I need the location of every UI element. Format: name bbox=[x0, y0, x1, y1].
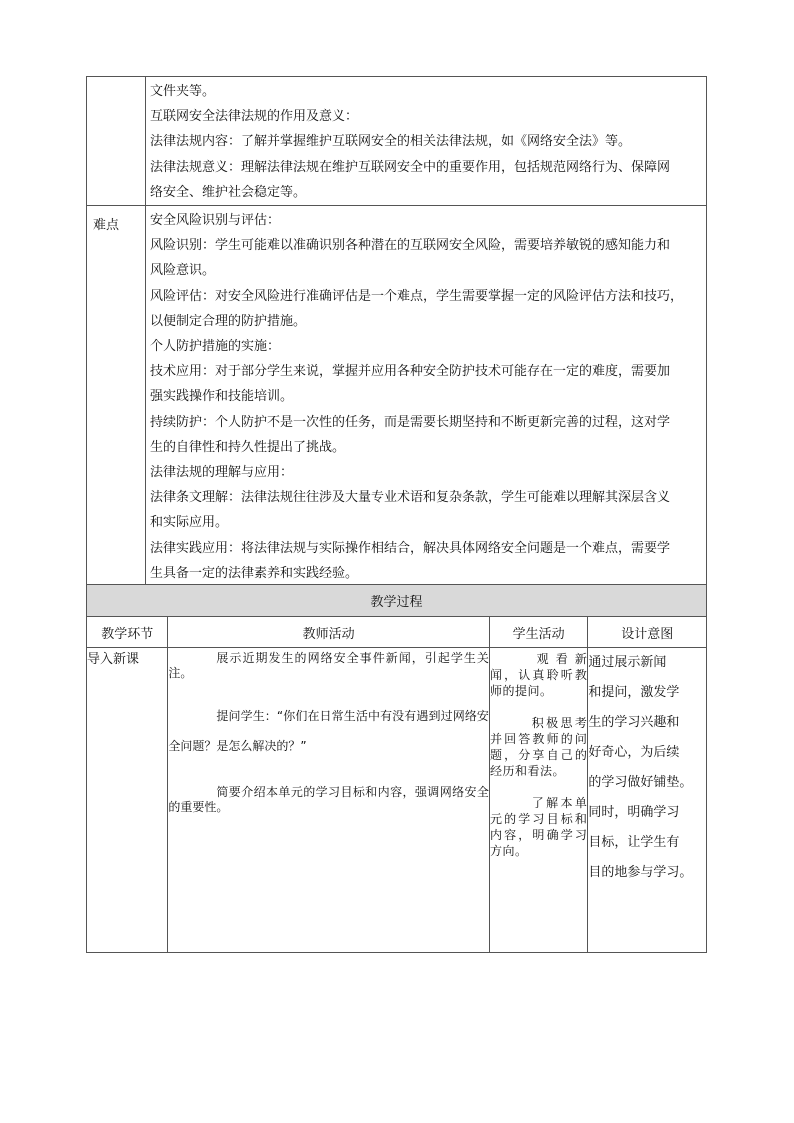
text-line: 法律条文理解：法律法规往往涉及大量专业术语和复杂条款，学生可能难以理解其深层含义 bbox=[150, 490, 671, 506]
text-line: 目标，让学生有 bbox=[588, 835, 680, 850]
text-line: 法律实践应用：将法律法规与实际操作相结合，解决具体网络安全问题是一个难点，需要学 bbox=[150, 540, 671, 556]
text-line: 技术应用：对于部分学生来说，掌握并应用各种安全防护技术可能存在一定的难度，需要加 bbox=[150, 364, 671, 380]
text-line: 法律法规的理解与应用： bbox=[150, 465, 294, 481]
text-line: 风险意识。 bbox=[150, 263, 216, 279]
text-line: 风险评估：对安全风险进行准确评估是一个难点，学生需要掌握一定的风险评估方法和技巧， bbox=[150, 288, 684, 304]
design-intent-cell bbox=[588, 648, 707, 953]
teacher-paragraph: 简要介绍本单元的学习目标和内容，强调网络安全的重要性。 bbox=[168, 785, 489, 814]
text-line: 法律法规意义：理解法律法规在维护互联网安全中的重要作用，包括规范网络行为、保障网 bbox=[150, 159, 671, 175]
difficulty-content bbox=[146, 206, 707, 587]
text-line: 通过展示新闻 bbox=[588, 655, 667, 670]
table-row bbox=[87, 648, 707, 953]
table-row bbox=[87, 206, 707, 587]
text-line: 生的自律性和持久性提出了挑战。 bbox=[150, 439, 346, 455]
student-lead: 积极 bbox=[529, 716, 561, 730]
text-line: 个人防护措施的实施： bbox=[150, 339, 281, 355]
student-paragraph bbox=[490, 795, 587, 859]
step-cell: 导入新课 bbox=[87, 648, 168, 953]
text-line: 互联网安全法律法规的作用及意义： bbox=[150, 109, 359, 125]
text-line: 同时，明确学习 bbox=[588, 805, 680, 820]
student-rest: 新闻，认真聆听教师的提问。 bbox=[489, 652, 588, 698]
student-rest: 思考并回答教师的问题，分享自己的经历和看法。 bbox=[489, 716, 588, 778]
text-line: 和实际应用。 bbox=[150, 515, 229, 531]
text-line: 生的学习兴趣和 bbox=[588, 715, 680, 730]
student-paragraph bbox=[490, 651, 587, 699]
text-line: 目的地参与学习。 bbox=[588, 865, 693, 880]
text-line: 风险识别：学生可能难以准确识别各种潜在的互联网安全风险，需要培养敏锐的感知能力和 bbox=[150, 238, 671, 254]
text-line: 生具备一定的法律素养和实践经验。 bbox=[150, 565, 359, 581]
text-line: 法律法规内容：了解并掌握维护互联网安全的相关法律法规，如《网络安全法》等。 bbox=[150, 134, 632, 150]
header-teacher-activity: 教师活动 bbox=[168, 617, 490, 648]
student-lead: 了解 bbox=[529, 796, 561, 810]
text-line: 好奇心，为后续 bbox=[588, 745, 680, 760]
key-points-content bbox=[146, 77, 707, 206]
difficulty-label: 难点 bbox=[87, 206, 146, 587]
header-step: 教学环节 bbox=[87, 617, 168, 648]
teacher-paragraph: 展示近期发生的网络安全事件新闻，引起学生关注。 bbox=[168, 651, 489, 680]
teacher-activity-cell bbox=[168, 648, 490, 953]
text-line: 的学习做好铺垫。 bbox=[588, 775, 693, 790]
key-points-table bbox=[86, 76, 707, 587]
table-row bbox=[87, 585, 707, 617]
text-line: 持续防护：个人防护不是一次性的任务，而是需要长期坚持和不断更新完善的过程，这对学 bbox=[150, 414, 671, 430]
table-row bbox=[87, 77, 707, 206]
header-student-activity: 学生活动 bbox=[489, 617, 587, 648]
table-header-row bbox=[87, 617, 707, 648]
text-line: 以便制定合理的防护措施。 bbox=[150, 313, 307, 329]
student-rest: 本单元的学习目标和内容，明确学习方向。 bbox=[489, 796, 588, 858]
header-design-intent: 设计意图 bbox=[588, 617, 707, 648]
text-line: 强实践操作和技能培训。 bbox=[150, 389, 294, 405]
teacher-paragraph: 提问学生：“你们在日常生活中有没有遇到过网络安全问题？是怎么解决的？” bbox=[168, 709, 489, 753]
section-banner: 教学过程 bbox=[87, 585, 707, 617]
text-line: 安全风险识别与评估： bbox=[150, 213, 281, 229]
teaching-process-table bbox=[86, 584, 707, 953]
text-line: 络安全、维护社会稳定等。 bbox=[150, 184, 307, 200]
student-paragraph bbox=[490, 715, 587, 779]
row-label-empty bbox=[87, 77, 146, 206]
text-line: 和提问，激发学 bbox=[588, 685, 680, 700]
text-line: 文件夹等。 bbox=[150, 84, 216, 99]
student-activity-cell bbox=[489, 648, 587, 953]
student-lead: 观看 bbox=[529, 652, 575, 666]
